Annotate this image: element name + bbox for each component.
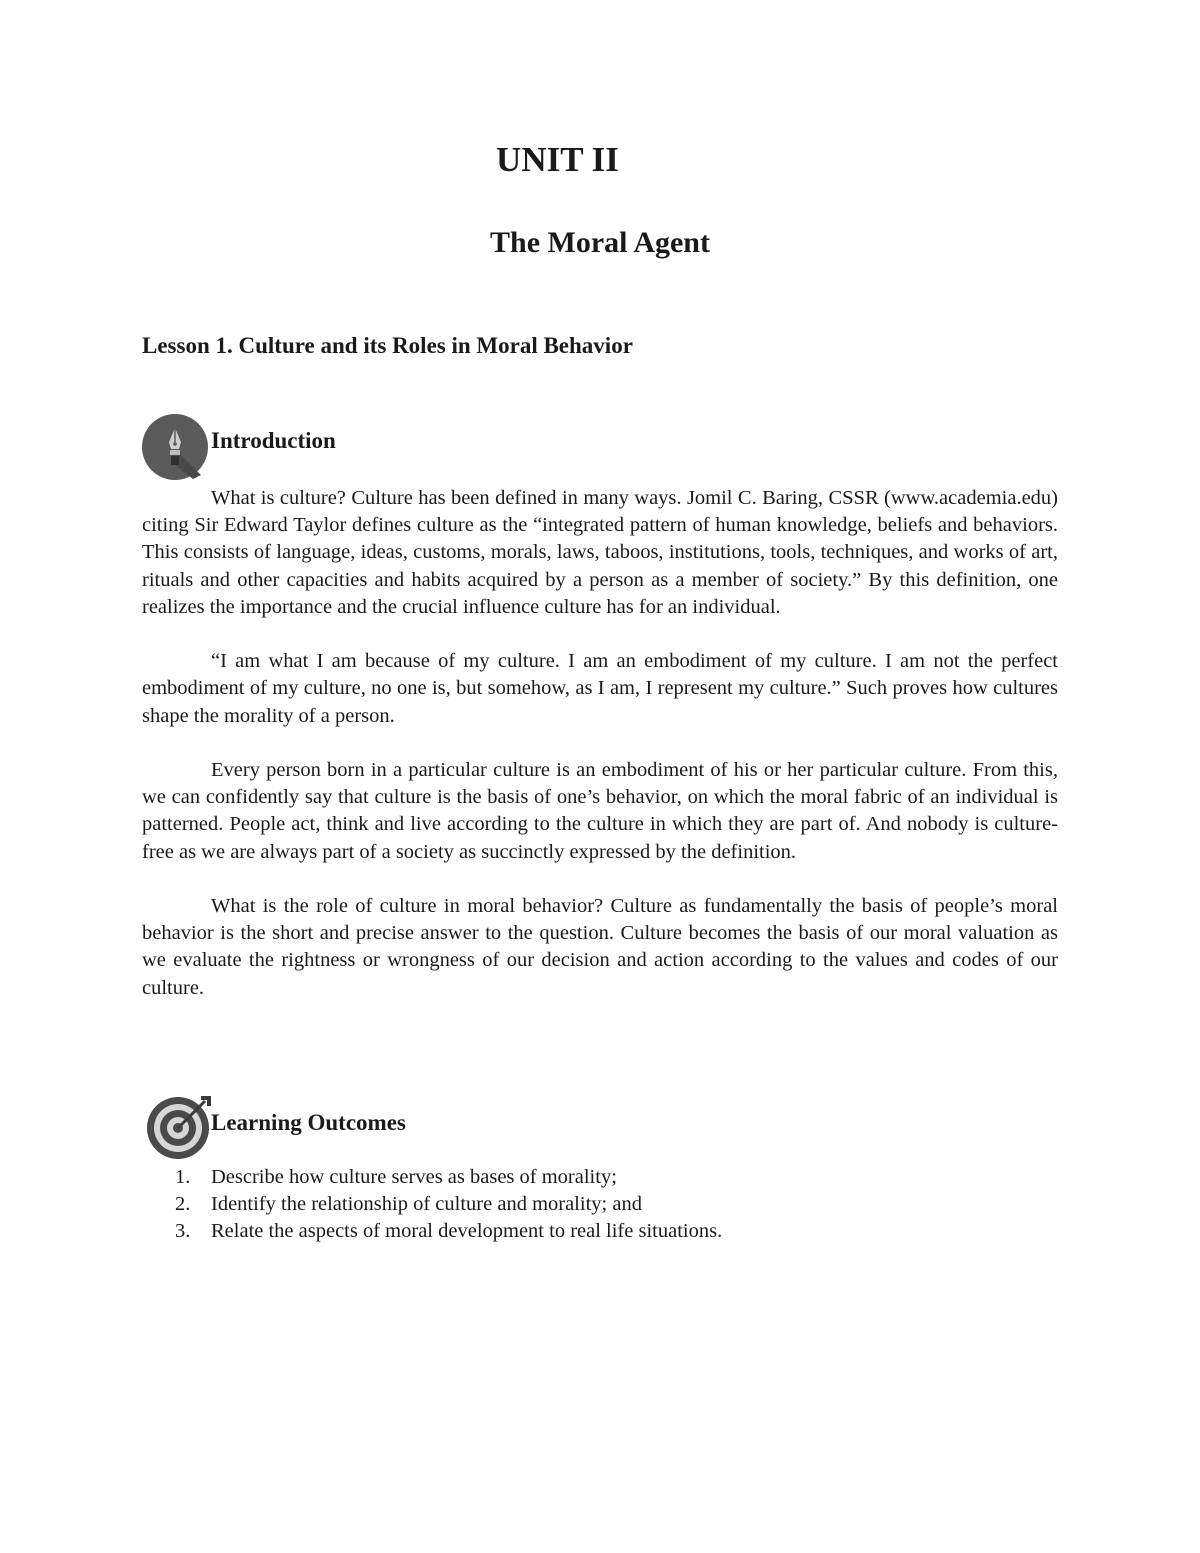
paragraph: What is culture? Culture has been defined in many ways. Jomil C. Baring, CSSR (www.academia.edu) citing Sir Edward Taylor defines culture as the “integrated pattern of human knowledge, beliefs and behaviors. This consists of language, ideas, customs, morals, laws, taboos, institutions, tools, techniques, and works of art, rituals and other capacities and habits acquired by a person as a member of society.” By this definition, one realizes the importance and the crucial influence culture has for an individual. (142, 487, 1058, 618)
list-item-text: Describe how culture serves as bases of morality; (211, 1166, 617, 1188)
list-item (142, 1191, 1058, 1218)
learning-outcomes-list (142, 1164, 1058, 1246)
list-item (142, 1164, 1058, 1191)
introduction-heading: Introduction (211, 428, 336, 453)
unit-title: UNIT II (496, 140, 619, 179)
list-item-text: Relate the aspects of moral development to real life situations. (211, 1220, 723, 1243)
paragraph: “I am what I am because of my culture. I am an embodiment of my culture. I am not the perfect embodiment of my culture, no one is, but somehow, as I am, I represent my culture.” Such proves how cultures shape the morality of a person. (142, 650, 1058, 727)
list-item (142, 1218, 1058, 1245)
introduction-body (142, 485, 1058, 1029)
target-icon (145, 1092, 215, 1162)
learning-outcomes-heading: Learning Outcomes (211, 1110, 406, 1135)
list-item-text: Identify the relationship of culture and morality; and (211, 1193, 642, 1216)
list-item-number: 3. (175, 1220, 191, 1243)
lesson-title: Lesson 1. Culture and its Roles in Moral Behavior (142, 333, 633, 358)
pen-nib-icon (141, 413, 209, 481)
unit-subtitle: The Moral Agent (490, 226, 710, 259)
list-item-number: 1. (175, 1166, 191, 1188)
list-item-number: 2. (175, 1193, 191, 1216)
paragraph: What is the role of culture in moral behavior? Culture as fundamentally the basis of people’s moral behavior is the short and precise answer to the question. Culture becomes the basis of our moral valuation as we evaluate the rightness or wrongness of our decision and action according to the values and codes of our culture. (142, 895, 1058, 999)
paragraph: Every person born in a particular culture is an embodiment of his or her particular culture. From this, we can confidently say that culture is the basis of one’s behavior, on which the moral fabric of an individual is patterned. People act, think and live according to the culture in which they are part of. And nobody is culture-free as we are always part of a society as succinctly expressed by the definition. (142, 759, 1058, 863)
